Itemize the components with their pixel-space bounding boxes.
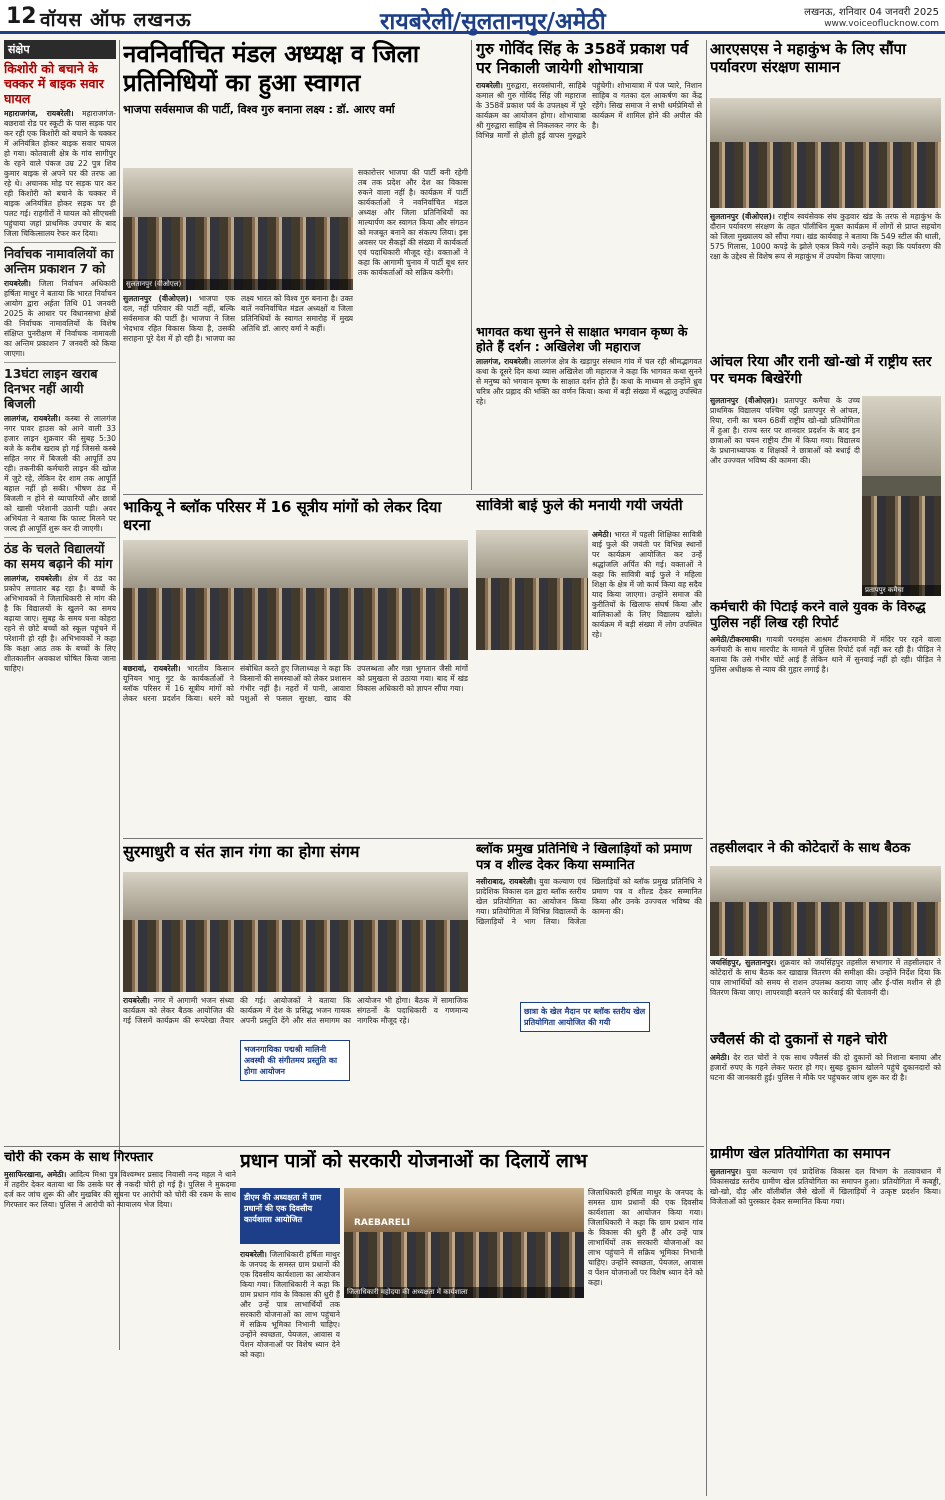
savitri-headline: सावित्री बाई फुले की मनायी गयी जयंती bbox=[476, 498, 683, 514]
bhakiyu-photo bbox=[123, 540, 468, 660]
tehsildar-photo bbox=[710, 866, 941, 956]
gurugovind-story bbox=[476, 40, 702, 318]
chori-headline: चोरी की रकम के साथ गिरफ्तार bbox=[4, 1150, 153, 1165]
s1-headline: किशोरी को बचाने के चक्कर में बाइक सवार घायल bbox=[4, 61, 104, 106]
s3-body: लालगंज, रायबरेली। कस्बा से लालगंज नगर पावर हाउस को आने वाली 33 हजार लाइन शुक्रवार की सुबह 5:30 बजे के करीब खराब हो गई जिससे कस्बे सहित नगर में बिजली की आपूर्ति ठप रही। तकनीकी कर्मचारी लाइन की खोज में जुटे रहे, लेकिन देर शाम तक आपूर्ति बहाल नहीं हो सकी। भीषण ठंड में बिजली न होने से व्यापारियों और छात्रों को खासी परेशानी उठानी पड़ी। अवर अभियंता ने बताया कि फाल्ट मिलने पर जल्द ही आपूर्ति शुरू कर दी जाएगी। bbox=[4, 414, 116, 533]
khiladi-headline: ब्लॉक प्रमुख प्रतिनिधि ने खिलाड़ियों को प्रमाण पत्र व शील्ड देकर किया सम्मानित bbox=[476, 842, 692, 873]
paper-name: वॉयस ऑफ लखनऊ bbox=[40, 9, 192, 31]
bhakiyu-body: बछरावां, रायबरेली। भारतीय किसान यूनियन भानु गुट के कार्यकर्ताओं ने ब्लॉक परिसर में 16 सूत्रीय मांगों को लेकर धरना प्रदर्शन किया। धरने को संबोधित करते हुए जिलाध्यक्ष ने कहा कि किसानों की समस्याओं को लेकर प्रशासन गंभीर नहीं है। नहरों में पानी, आवारा पशुओं से फसल सुरक्षा, खाद की उपलब्धता और गन्ना भुगतान जैसी मांगों को प्रमुखता से उठाया गया। बाद में खंड विकास अधिकारी को ज्ञापन सौंपा गया। bbox=[123, 664, 468, 703]
bhagwat-story bbox=[476, 324, 702, 490]
s1-body: महाराजगंज, रायबरेली। महाराजगंज-बछरावां रोड पर स्कूटी के पास सड़क पार कर रही एक किशोरी को बचाने के चक्कर में अनियंत्रित होकर बाइक सवार घायल हो गया। कोतवाली क्षेत्र के गांव सागीपुर के रहने वाले पंकज उम्र 22 पुत्र शिव कुमार बाइक से अपने घर की तरफ आ रहे थे। अचानक मोड़ पर सड़क पार कर रही किशोरी को बचाने के चक्कर में बाइक अनियंत्रित होकर सड़क पर ही पलट गई। राहगीरों ने घायल को सीएचसी पहुंचाया जहां प्राथमिक उपचार के बाद जिला चिकित्सालय रेफर कर दिया। bbox=[4, 109, 116, 238]
lead-kicker: भाजपा सर्वसमाज की पार्टी, विश्व गुरु बनाना लक्ष्य : डॉ. आरए वर्मा bbox=[123, 102, 395, 116]
pradhan-kicker: डीएम की अध्यक्षता में ग्राम प्रधानों की एक दिवसीय कार्यशाला आयोजित bbox=[240, 1188, 340, 1244]
surmadhuri-headline: सुरमाधुरी व संत ज्ञान गंगा का होगा संगम bbox=[123, 842, 360, 861]
lead-photo: सुलतानपुर (वीओएल) bbox=[123, 168, 353, 290]
pradhan-headline: प्रधान पात्रों को सरकारी योजनाओं का दिलायें लाभ bbox=[240, 1150, 588, 1172]
jewellers-headline: ज्वैलर्स की दो दुकानों से गहने चोरी bbox=[710, 1032, 888, 1048]
issue-date: लखनऊ, शनिवार 04 जनवरी 2025 bbox=[804, 7, 939, 18]
pradhan-body-left: रायबरेली। जिलाधिकारी हर्षिता माथुर के जनपद के समस्त ग्राम प्रधानों की एक दिवसीय कार्यशाला का आयोजन किया गया। जिलाधिकारी ने कहा कि ग्राम प्रधान गांव के विकास की धुरी हैं और उन्हें पात्र लाभार्थियों तक सरकारी योजनाओं का लाभ पहुंचाने में सक्रिय भूमिका निभानी चाहिए। उन्होंने स्वच्छता, पेयजल, आवास व पेंशन योजनाओं पर विशेष ध्यान देने को कहा। bbox=[240, 1250, 340, 1359]
jewellers-body: अमेठी। देर रात चोरों ने एक साथ ज्वैलर्स की दो दुकानों को निशाना बनाया और हजारों रुपए के गहने लेकर फरार हो गए। सुबह दुकान खोलने पहुंचे दुकानदारों को घटना की जानकारी हुई। पुलिस ने मौके पर पहुंचकर जांच शुरू कर दी है। bbox=[710, 1052, 941, 1082]
jewellers-story bbox=[710, 1032, 941, 1140]
pradhan-body-right: जिलाधिकारी हर्षिता माथुर के जनपद के समस्त ग्राम प्रधानों की एक दिवसीय कार्यशाला का आयोजन किया गया। जिलाधिकारी ने कहा कि ग्राम प्रधान गांव के विकास की धुरी हैं और उन्हें पात्र लाभार्थियों तक सरकारी योजनाओं का लाभ पहुंचाने में सक्रिय भूमिका निभानी चाहिए। उन्होंने स्वच्छता, पेयजल, आवास व पेंशन योजनाओं पर विशेष ध्यान देने को कहा। bbox=[588, 1188, 703, 1287]
s2-headline: निर्वाचक नामावलियों का अन्तिम प्रकाशन 7 को bbox=[4, 246, 114, 276]
surmadhuri-body: रायबरेली। नगर में आगामी भजन संध्या कार्यक्रम को लेकर बैठक आयोजित की गई जिसमें कार्यक्रम की रूपरेखा तैयार की गई। आयोजकों ने बताया कि कार्यक्रम में देश के प्रसिद्ध भजन गायक अपनी प्रस्तुति देंगे और संत समागम का आयोजन भी होगा। बैठक में सामाजिक संगठनों के पदाधिकारी व गणमान्य नागरिक मौजूद रहे। bbox=[123, 996, 468, 1025]
rss-headline: आरएसएस ने महाकुंभ के लिए सौंपा पर्यावरण संरक्षण सामान bbox=[710, 40, 906, 76]
bhagwat-headline: भागवत कथा सुनने से साक्षात भगवान कृष्ण के होते हैं दर्शन : अखिलेश जी महाराज bbox=[476, 324, 688, 354]
lead-body-right: सकारोत्तर भाजपा की पार्टी बनी रहेगी तब तक प्रदेश और देश का विकास रुकने वाला नहीं है। कार्यक्रम में पार्टी कार्यकर्ताओं ने नवनिर्वाचित मंडल अध्यक्ष और जिला प्रतिनिधियों का माल्यार्पण कर स्वागत किया और संगठन को मजबूत बनाने का संकल्प लिया। इस अवसर पर सैकड़ों की संख्या में कार्यकर्ता एवं पदाधिकारी मौजूद रहे। वक्ताओं ने कहा कि आगामी चुनाव में पार्टी बूथ स्तर तक कार्यकर्ताओं को सक्रिय करेगी। bbox=[358, 168, 468, 277]
s3-headline: 13घंटा लाइन खराब दिनभर नहीं आयी बिजली bbox=[4, 366, 98, 411]
s2-body: रायबरेली। जिला निर्वाचन अधिकारी हर्षिता माथुर ने बताया कि भारत निर्वाचन आयोग द्वारा अर्हता तिथि 01 जनवरी 2025 के आधार पर विधानसभा क्षेत्रों की निर्वाचक नामावलियों के विशेष संक्षिप्त पुनरीक्षण में निर्वाचक नामावली का अन्तिम प्रकाशन 7 जनवरी को किया जाएगा। bbox=[4, 279, 116, 358]
surmadhuri-photo bbox=[123, 872, 468, 992]
karmachari-body: अमेठी/टीकरमाफी। गायत्री परमहंस आश्रम टीकरमाफी में मंदिर पर रहने वाला कर्मचारी के साथ मारपीट के मामले में पुलिस रिपोर्ट दर्ज नहीं कर रही है। पीड़ित ने बताया कि उसे गंभीर चोटें आई हैं लेकिन थाने में सुनवाई नहीं हो रही। पीड़ित ने पुलिस अधीक्षक से न्याय की गुहार लगाई है। bbox=[710, 635, 941, 675]
chori-story bbox=[4, 1150, 236, 1496]
gurugovind-body: रायबरेली। गुरुद्वारा, सरवसंघानी, साहिबे कमाल श्री गुरु गोविंद सिंह जी महाराज के 358वें प्रकाश पर्व के उपलक्ष्य में पूरे कार्यक्रम का आयोजन होगा। शोभायात्रा श्री गुरुद्वारा साहिब से निकलकर नगर के विभिन्न मार्गों से होती हुई वापस गुरुद्वारे पहुंचेगी। शोभायात्रा में पंज प्यारे, निशान साहिब व गतका दल आकर्षण का केंद्र रहेंगे। सिख समाज ने सभी धर्मप्रेमियों से कार्यक्रम में शामिल होने की अपील की है। bbox=[476, 81, 702, 141]
savitri-photo bbox=[476, 530, 588, 650]
karmachari-headline: कर्मचारी की पिटाई करने वाले युवक के विरुद्ध पुलिस नहीं लिख रही रिपोर्ट bbox=[710, 600, 926, 631]
sankshep-label: संक्षेप bbox=[4, 40, 116, 59]
lead-body-left: सुलतानपुर (वीओएल)। भाजपा एक दल, नहीं परिवार की पार्टी नहीं, बल्कि सर्वसमाज की पार्टी है। भाजपा ने जिस भेदभाव रहित विकास किया है, उसकी सराहना पूरे देश में हो रही है। भाजपा का लक्ष्य भारत को विश्व गुरु बनाना है। उक्त बातें नवनिर्वाचित मंडल अध्यक्षों व जिला प्रतिनिधियों के स्वागत समारोह में मुख्य अतिथि डॉ. आरए वर्मा ने कहीं। bbox=[123, 294, 353, 343]
s4-headline: ठंड के चलते विद्यालयों का समय बढ़ाने की मांग bbox=[4, 541, 113, 571]
surmadhuri-pullquote: भजनगायिका पद्मश्री मालिनी अवस्थी की संगीतमय प्रस्तुति का होगा आयोजन bbox=[240, 1040, 350, 1081]
rss-body: सुलतानपुर (वीओएल)। राष्ट्रीय स्वयंसेवक संघ कुड़वार खंड के तरफ से महाकुंभ के दौरान पर्यावरण संरक्षण के तहत पॉलीथिन मुक्त कार्यक्रम में लोगों से प्राप्त सहयोग को जिला मुख्यालय को सौंपा गया। खंड कार्यवाह ने बताया कि 549 स्टील की थाली, 575 गिलास, 1000 कपड़े के झोले एकत्र किये गये। उन्होंने कहा कि पर्यावरण की रक्षा के उद्देश्य से विशेष रूप से महाकुंभ में उपयोग किया जाएगा। bbox=[710, 212, 941, 261]
karmachari-story bbox=[710, 600, 941, 840]
tehsildar-body: जयसिंहपुर, सुलतानपुर। शुक्रवार को जयसिंहपुर तहसील सभागार में तहसीलदार ने कोटेदारों के साथ बैठक कर खाद्यान्न वितरण की समीक्षा की। उन्होंने निर्देश दिया कि पात्र लाभार्थियों को समय से राशन उपलब्ध कराया जाए और ई-पॉस मशीन से ही वितरण किया जाए। लापरवाही बरतने पर कार्रवाई की चेतावनी दी। bbox=[710, 958, 941, 997]
bhagwat-body: लालगंज, रायबरेली। लालगंज क्षेत्र के खड़ापुर संस्थान गांव में चल रही श्रीमद्भागवत कथा के दूसरे दिन कथा व्यास अखिलेश जी महाराज ने कहा कि भागवत कथा सुनने से मनुष्य को भगवान कृष्ण के साक्षात दर्शन होते हैं। कथा के माध्यम से उन्होंने ध्रुव चरित्र और प्रह्लाद की भक्ति का वर्णन किया। कथा में बड़ी संख्या में श्रद्धालु उपस्थित रहे। bbox=[476, 357, 702, 406]
lead-headline: नवनिर्वाचित मंडल अध्यक्ष व जिला प्रतिनिधियों का हुआ स्वागत bbox=[123, 40, 420, 97]
khiladi-body: नसीराबाद, रायबरेली। युवा कल्याण एवं प्रादेशिक विकास दल द्वारा ब्लॉक स्तरीय खेल प्रतियोगिता का आयोजन किया गया। प्रतियोगिता में विभिन्न विद्यालयों के खिलाड़ियों ने भाग लिया। विजेता खिलाड़ियों को ब्लॉक प्रमुख प्रतिनिधि ने प्रमाण पत्र व शील्ड देकर सम्मानित किया और उनके उज्ज्वल भविष्य की कामना की। bbox=[476, 877, 702, 927]
gramin-body: सुलतानपुर। युवा कल्याण एवं प्रादेशिक विकास दल विभाग के तत्वावधान में विकासखंड स्तरीय ग्रामीण खेल प्रतियोगिता का समापन हुआ। प्रतियोगिता में कबड्डी, खो-खो, दौड़ और वॉलीबॉल जैसे खेलों में खिलाड़ियों ने उत्कृष्ट प्रदर्शन किया। विजेताओं को पुरस्कार देकर सम्मानित किया गया। bbox=[710, 1166, 941, 1206]
s4-body: लालगंज, रायबरेली। क्षेत्र में ठंड का प्रकोप लगातार बढ़ रहा है। बच्चों के अभिभावकों ने जिलाधिकारी से मांग की है कि विद्यालयों के खुलने का समय बढ़ाया जाए। सुबह के समय घना कोहरा रहने से छोटे बच्चों को स्कूल पहुंचने में परेशानी हो रही है। अभिभावकों ने कहा कि कक्षा आठ तक के बच्चों के लिए शीतकालीन अवकाश घोषित किया जाना चाहिए। bbox=[4, 574, 116, 673]
bhakiyu-headline: भाकियू ने ब्लॉक परिसर में 16 सूत्रीय मांगों को लेकर दिया धरना bbox=[123, 498, 442, 534]
gramin-headline: ग्रामीण खेल प्रतियोगिता का समापन bbox=[710, 1146, 891, 1162]
savitri-body: अमेठी। भारत में पहली शिक्षिका सावित्री बाई फुले की जयंती पर विभिन्न स्थानों पर कार्यक्रम आयोजित कर उन्हें श्रद्धांजलि अर्पित की गई। वक्ताओं ने कहा कि सावित्री बाई फुले ने महिला शिक्षा के क्षेत्र में जो कार्य किया वह सदैव याद किया जाएगा। उन्होंने समाज की कुरीतियों के खिलाफ संघर्ष किया और बालिकाओं के लिए विद्यालय खोले। कार्यक्रम में बड़ी संख्या में लोग उपस्थित रहे। bbox=[592, 530, 702, 639]
chori-body: मुसाफिरखाना, अमेठी। आदित्य मिश्रा पुत्र विश्वम्भर प्रसाद निवासी नन्द महल ने थाने में तहरीर देकर बताया था कि उसके घर से नकदी चोरी हो गई है। पुलिस ने मुकदमा दर्ज कर जांच शुरू की और मुखबिर की सूचना पर आरोपी को चोरी की रकम के साथ गिरफ्तार कर लिया। पुलिस ने आरोपी को न्यायालय भेज दिया। bbox=[4, 1169, 236, 1209]
tehsildar-headline: तहसीलदार ने की कोटेदारों के साथ बैठक bbox=[710, 840, 911, 856]
edition-title: रायबरेली/सुलतानपुर/अमेठी bbox=[380, 9, 606, 35]
aanchal-body: सुलतानपुर (वीओएल)। प्रतापपुर कमैचा के उच्च प्राथमिक विद्यालय पश्चिम पट्टी प्रतापपुर से आंचल, रिया, रानी का चयन 68वीं राष्ट्रीय खो-खो प्रतियोगिता में हुआ है। राज्य स्तर पर शानदार प्रदर्शन के बाद इन छात्राओं का चयन राष्ट्रीय टीम में किया गया। विद्यालय के प्रधानाध्यापक व शिक्षकों ने छात्राओं को बधाई दी और उज्ज्वल भविष्य की कामना की। bbox=[710, 396, 860, 465]
gurugovind-headline: गुरु गोविंद सिंह के 358वें प्रकाश पर्व पर निकाली जायेगी शोभायात्रा bbox=[476, 40, 689, 77]
khiladi-story bbox=[476, 842, 702, 1142]
pradhan-photo: RAEBARELI जिलाधिकारी महोदया की अध्यक्षता में कार्यशाला bbox=[344, 1188, 584, 1298]
rss-photo bbox=[710, 98, 941, 208]
khiladi-pullquote: छात्रा के खेल मैदान पर ब्लॉक स्तरीय खेल प्रतियोगिता आयोजित की गयी bbox=[520, 1002, 650, 1032]
masthead bbox=[0, 0, 945, 34]
aanchal-headline: आंचल रिया और रानी खो-खो में राष्ट्रीय स्तर पर चमक बिखेरेंगी bbox=[710, 354, 932, 387]
gramin-story bbox=[710, 1146, 941, 1496]
page-number: 12 bbox=[6, 4, 37, 29]
website[interactable]: www.voiceoflucknow.com bbox=[824, 19, 939, 29]
trophy-photo: प्रतापपुर कमैचा bbox=[862, 396, 941, 596]
